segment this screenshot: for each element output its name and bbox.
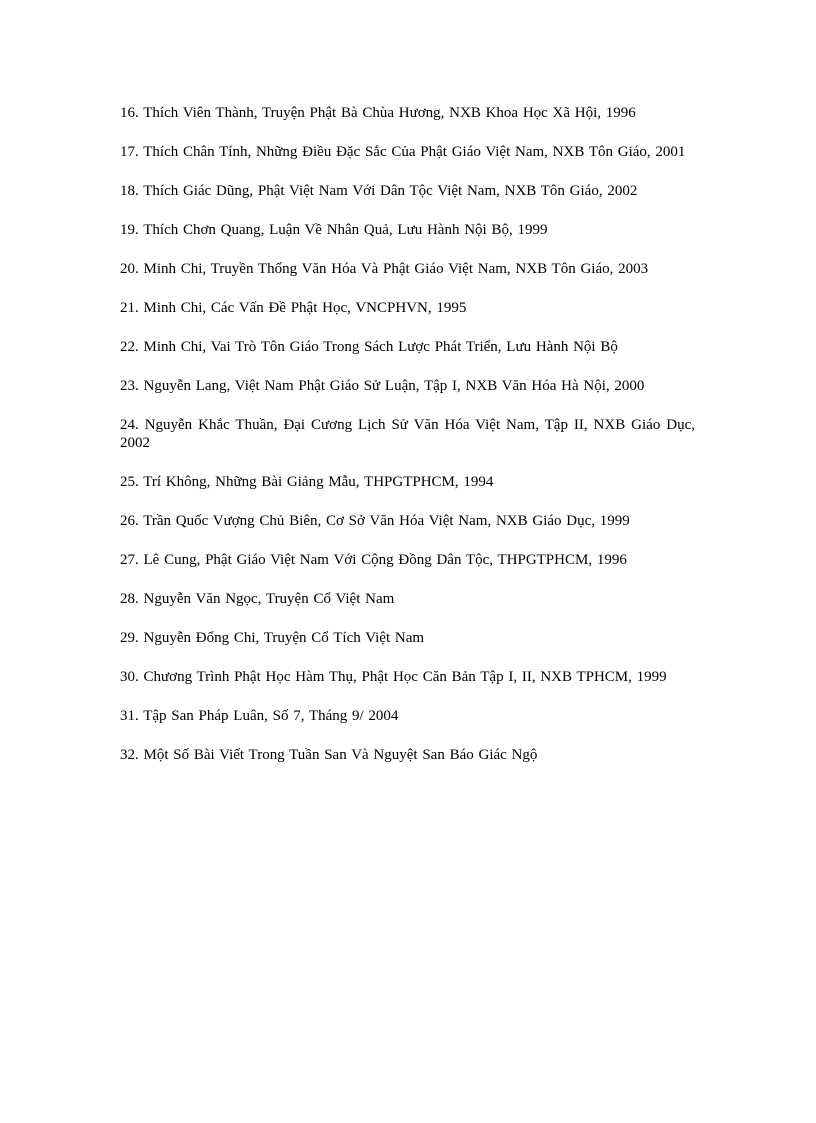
reference-item xyxy=(120,221,695,239)
reference-number: 18. xyxy=(120,183,139,199)
reference-number: 23. xyxy=(120,378,139,394)
reference-item xyxy=(120,416,695,452)
reference-item xyxy=(120,746,695,764)
reference-text: Trần Quốc Vượng Chủ Biên, Cơ Sở Văn Hóa Việt Nam, NXB Giáo Dục, 1999 xyxy=(143,513,630,529)
reference-text: Chương Trình Phật Học Hàm Thụ, Phật Học Căn Bản Tập I, II, NXB TPHCM, 1999 xyxy=(143,669,667,685)
reference-number: 26. xyxy=(120,513,139,529)
reference-item xyxy=(120,512,695,530)
reference-text: Lê Cung, Phật Giáo Việt Nam Với Cộng Đồng Dân Tộc, THPGTPHCM, 1996 xyxy=(143,552,627,568)
reference-item xyxy=(120,473,695,491)
reference-number: 19. xyxy=(120,222,139,238)
reference-text: Nguyễn Đổng Chi, Truyện Cổ Tích Việt Nam xyxy=(143,630,425,646)
reference-item xyxy=(120,590,695,608)
reference-number: 28. xyxy=(120,591,139,607)
reference-text: Thích Chơn Quang, Luận Về Nhân Quả, Lưu Hành Nội Bộ, 1999 xyxy=(143,222,548,238)
reference-number: 22. xyxy=(120,339,139,355)
reference-text: Tập San Pháp Luân, Số 7, Tháng 9/ 2004 xyxy=(143,708,399,724)
reference-item xyxy=(120,551,695,569)
reference-number: 16. xyxy=(120,105,139,121)
reference-list xyxy=(120,104,695,785)
reference-text: Thích Giác Dũng, Phật Việt Nam Với Dân Tộc Việt Nam, NXB Tôn Giáo, 2002 xyxy=(143,183,638,199)
reference-text: Nguyễn Lang, Việt Nam Phật Giáo Sử Luận, Tập I, NXB Văn Hóa Hà Nội, 2000 xyxy=(143,378,645,394)
reference-text: Thích Chân Tính, Những Điều Đặc Sắc Của Phật Giáo Việt Nam, NXB Tôn Giáo, 2001 xyxy=(143,144,686,160)
reference-item xyxy=(120,104,695,122)
reference-item xyxy=(120,299,695,317)
reference-item xyxy=(120,143,695,161)
reference-number: 27. xyxy=(120,552,139,568)
reference-number: 30. xyxy=(120,669,139,685)
reference-number: 25. xyxy=(120,474,139,490)
reference-number: 21. xyxy=(120,300,139,316)
reference-item xyxy=(120,338,695,356)
reference-text: Nguyễn Văn Ngọc, Truyện Cổ Việt Nam xyxy=(143,591,395,607)
reference-number: 32. xyxy=(120,747,139,763)
reference-item xyxy=(120,260,695,278)
reference-text: Minh Chi, Truyền Thống Văn Hóa Và Phật Giáo Việt Nam, NXB Tôn Giáo, 2003 xyxy=(143,261,649,277)
reference-item xyxy=(120,377,695,395)
reference-text: Nguyễn Khắc Thuần, Đại Cương Lịch Sử Văn Hóa Việt Nam, Tập II, NXB Giáo Dục, 2002 xyxy=(120,417,695,451)
reference-item xyxy=(120,668,695,686)
reference-item xyxy=(120,707,695,725)
reference-text: Thích Viên Thành, Truyện Phật Bà Chùa Hương, NXB Khoa Học Xã Hội, 1996 xyxy=(143,105,636,121)
reference-number: 24. xyxy=(120,417,139,433)
reference-item xyxy=(120,629,695,647)
reference-number: 29. xyxy=(120,630,139,646)
reference-item xyxy=(120,182,695,200)
reference-number: 17. xyxy=(120,144,139,160)
reference-text: Trí Không, Những Bài Giảng Mẫu, THPGTPHCM, 1994 xyxy=(143,474,494,490)
reference-text: Một Số Bài Viết Trong Tuần San Và Nguyệt San Báo Giác Ngộ xyxy=(143,747,538,763)
reference-text: Minh Chi, Vai Trò Tôn Giáo Trong Sách Lược Phát Triển, Lưu Hành Nội Bộ xyxy=(143,339,618,355)
reference-number: 20. xyxy=(120,261,139,277)
reference-text: Minh Chi, Các Vấn Đề Phật Học, VNCPHVN, 1995 xyxy=(143,300,467,316)
reference-number: 31. xyxy=(120,708,139,724)
